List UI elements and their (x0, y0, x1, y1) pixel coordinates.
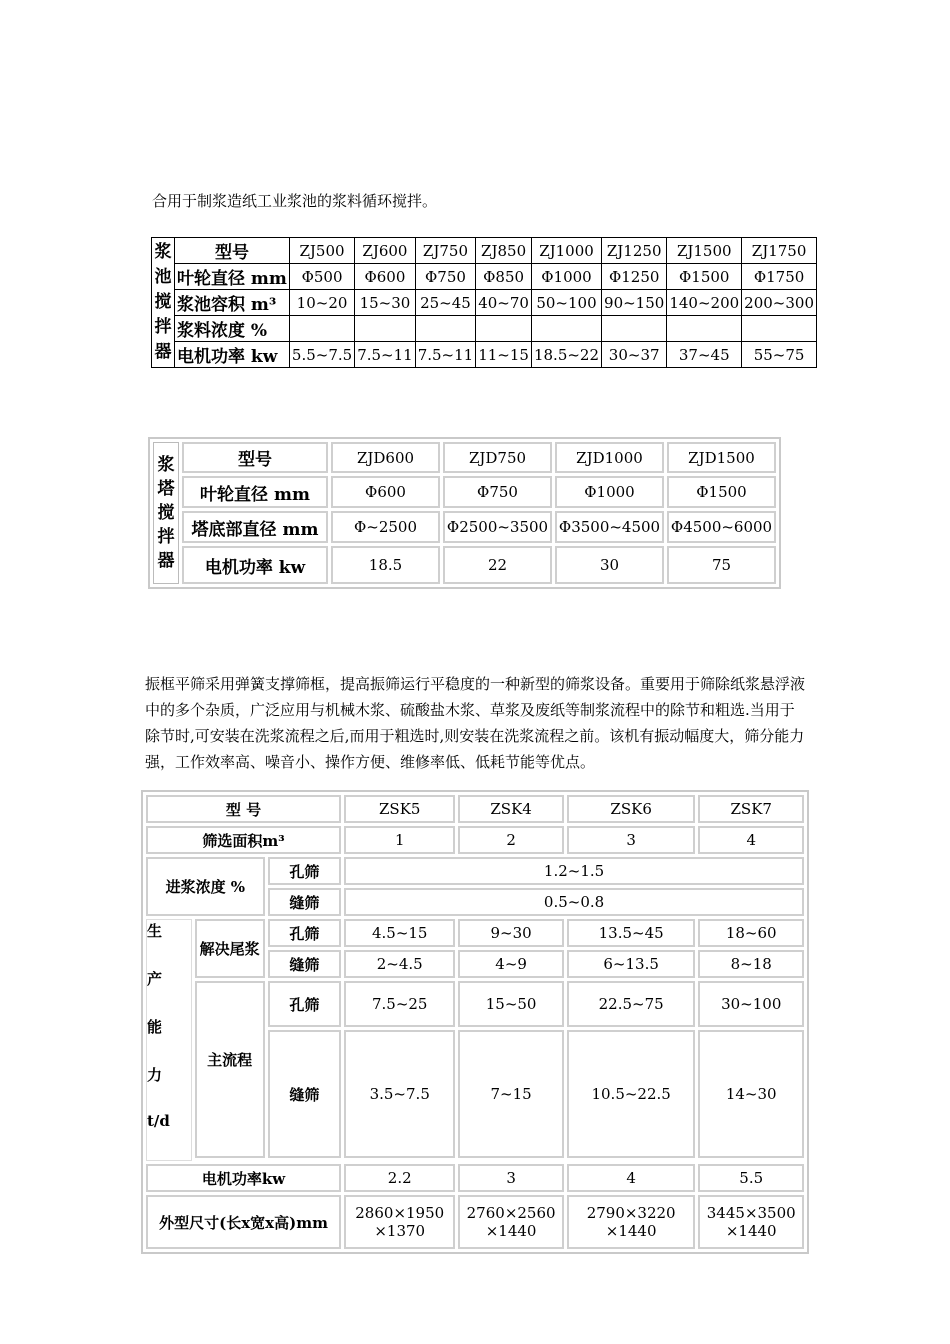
tower-agitator-table (148, 437, 781, 589)
cell: Φ1250 (602, 264, 667, 290)
concentration-label: 进浆浓度 % (146, 857, 265, 916)
power-label: 电机功率kw (146, 1164, 341, 1192)
cell (289, 316, 354, 342)
cell: Φ750 (415, 264, 476, 290)
cell: 0.5~0.8 (344, 888, 804, 916)
cell (667, 316, 742, 342)
cell: 3.5~7.5 (344, 1030, 455, 1158)
cell: 30~100 (698, 981, 804, 1027)
cell: 30~37 (602, 342, 667, 368)
model-cell: ZSK5 (344, 795, 455, 823)
cell: ZJ750 (415, 238, 476, 264)
cell: Φ3500~4500 (555, 511, 664, 543)
cell: 1 (344, 826, 455, 854)
cell: 13.5~45 (567, 919, 696, 947)
cell (355, 316, 416, 342)
cell: ZJ1000 (531, 238, 601, 264)
row-label: 型号 (175, 238, 290, 264)
cell: 3 (458, 1164, 564, 1192)
cell: 7.5~11 (355, 342, 416, 368)
cell: 4 (698, 826, 804, 854)
intro-text-2: 振框平筛采用弹簧支撑筛框，提高振筛运行平稳度的一种新型的筛浆设备。重要用于筛除纸浆悬浮液中的多个杂质，广泛应用与机械木浆、硫酸盐木浆、草浆及废纸等制浆流程中的除节和粗选.当用于除节时,可安装在洗浆流程之后,而用于粗选时,则安装在洗浆流程之前。该机有振动幅度大，筛分能力强，工作效率高、噪音小、操作方便、维修率低、低耗节能等优点。 (145, 675, 806, 771)
row-label: 浆池容积 m³ (175, 290, 290, 316)
cell: Φ600 (355, 264, 416, 290)
cell: ZJ600 (355, 238, 416, 264)
cell: 4 (567, 1164, 696, 1192)
cell: 6~13.5 (567, 950, 696, 978)
cell (476, 316, 532, 342)
row-label: 浆料浓度 % (175, 316, 290, 342)
cell: 7~15 (458, 1030, 564, 1158)
cell: Φ1500 (667, 264, 742, 290)
cell: 37~45 (667, 342, 742, 368)
cell: 4.5~15 (344, 919, 455, 947)
row-label: 电机功率 kw (182, 546, 328, 584)
row-label: 型号 (182, 442, 328, 473)
cell: ZJD1500 (667, 442, 776, 473)
cell (742, 316, 817, 342)
vibrating-screen-table (141, 790, 809, 1254)
area-label: 筛选面积m³ (146, 826, 341, 854)
size-label: 外型尺寸(长x宽x高)mm (146, 1195, 341, 1249)
cell: ZJD1000 (555, 442, 664, 473)
row-label: 塔底部直径 mm (182, 511, 328, 543)
cell: Φ2500~3500 (443, 511, 552, 543)
cell: 40~70 (476, 290, 532, 316)
main-process-label: 主流程 (195, 981, 265, 1158)
size-cell: 2860×1950 ×1370 (344, 1195, 455, 1249)
cell (531, 316, 601, 342)
cell: 18~60 (698, 919, 804, 947)
cell: Φ500 (289, 264, 354, 290)
cell: Φ1500 (667, 476, 776, 508)
cell: 30 (555, 546, 664, 584)
model-cell: ZSK6 (567, 795, 696, 823)
model-cell: ZSK7 (698, 795, 804, 823)
cell: ZJ1250 (602, 238, 667, 264)
cell: Φ4500~6000 (667, 511, 776, 543)
cell: 7.5~11 (415, 342, 476, 368)
cell: 25~45 (415, 290, 476, 316)
table2-side-label: 浆 塔 搅 拌 器 (153, 442, 179, 584)
cell: 1.2~1.5 (344, 857, 804, 885)
cell: 14~30 (698, 1030, 804, 1158)
cell: 2.2 (344, 1164, 455, 1192)
cell: 200~300 (742, 290, 817, 316)
cell: ZJ1750 (742, 238, 817, 264)
size-cell: 2790×3220 ×1440 (567, 1195, 696, 1249)
cell: 15~50 (458, 981, 564, 1027)
cell: Φ600 (331, 476, 440, 508)
cell: Φ750 (443, 476, 552, 508)
row-label: 叶轮直径 mm (182, 476, 328, 508)
hole-screen-label: 孔筛 (268, 857, 341, 885)
cell: Φ1000 (531, 264, 601, 290)
cell: 90~150 (602, 290, 667, 316)
table1-side-label: 浆 池 搅 拌 器 (152, 238, 175, 368)
cell: 7.5~25 (344, 981, 455, 1027)
cell: 50~100 (531, 290, 601, 316)
cell: ZJD600 (331, 442, 440, 473)
cell: Φ1000 (555, 476, 664, 508)
hole-screen-label: 孔筛 (268, 919, 341, 947)
cell (602, 316, 667, 342)
cell: Φ850 (476, 264, 532, 290)
hole-screen-label: 孔筛 (268, 981, 341, 1027)
slot-screen-label: 缝筛 (268, 950, 341, 978)
cell: ZJD750 (443, 442, 552, 473)
row-label: 电机功率 kw (175, 342, 290, 368)
cell: Φ~2500 (331, 511, 440, 543)
cell: 2~4.5 (344, 950, 455, 978)
cell: 55~75 (742, 342, 817, 368)
cell: 75 (667, 546, 776, 584)
cell: 8~18 (698, 950, 804, 978)
slot-screen-label: 缝筛 (268, 888, 341, 916)
cell: 10.5~22.5 (567, 1030, 696, 1158)
cell: ZJ850 (476, 238, 532, 264)
cell: 10~20 (289, 290, 354, 316)
row-label: 叶轮直径 mm (175, 264, 290, 290)
cell: 5.5 (698, 1164, 804, 1192)
cell: 15~30 (355, 290, 416, 316)
cell: 22.5~75 (567, 981, 696, 1027)
cell: 18.5~22 (531, 342, 601, 368)
intro-text-1: 合用于制浆造纸工业浆池的浆料循环搅拌。 (152, 192, 438, 210)
model-header: 型 号 (146, 795, 341, 823)
capacity-side-label: 生 产 能 力 t/d (146, 919, 192, 1161)
cell: 4~9 (458, 950, 564, 978)
pool-agitator-table (151, 237, 817, 368)
tail-pulp-label: 解决尾浆 (195, 919, 265, 978)
cell: 3 (567, 826, 696, 854)
cell: 18.5 (331, 546, 440, 584)
cell: 22 (443, 546, 552, 584)
cell (415, 316, 476, 342)
model-cell: ZSK4 (458, 795, 564, 823)
cell: 140~200 (667, 290, 742, 316)
cell: 2 (458, 826, 564, 854)
cell: Φ1750 (742, 264, 817, 290)
size-cell: 2760×2560 ×1440 (458, 1195, 564, 1249)
cell: ZJ500 (289, 238, 354, 264)
cell: 11~15 (476, 342, 532, 368)
size-cell: 3445×3500 ×1440 (698, 1195, 804, 1249)
cell: 5.5~7.5 (289, 342, 354, 368)
slot-screen-label: 缝筛 (268, 1030, 341, 1158)
cell: ZJ1500 (667, 238, 742, 264)
cell: 9~30 (458, 919, 564, 947)
